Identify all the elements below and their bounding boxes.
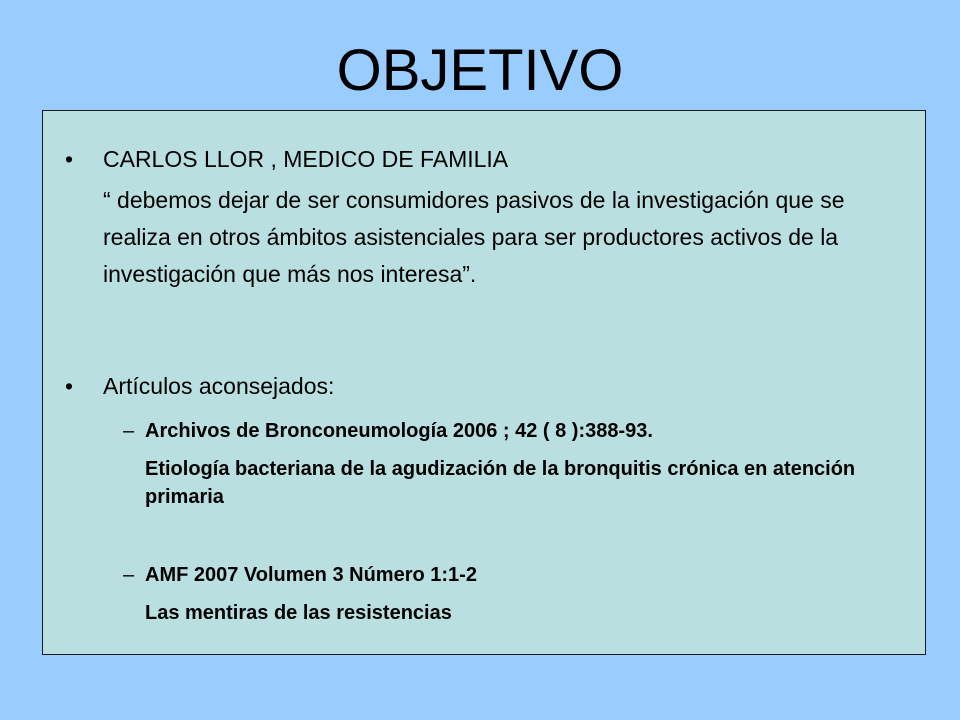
subitem-marker: – [123, 564, 135, 586]
article-title: Etiología bacteriana de la agudización de la bronquitis crónica en atención primaria [145, 458, 856, 508]
bullet-marker: • [65, 373, 74, 399]
article-title: Las mentiras de las resistencias [145, 602, 452, 624]
quote-text: “ debemos dejar de ser consumidores pasivos de la investigación que se realiza en otros ámbitos asistenciales para ser productores activos de la investigación que más nos interesa”. [103, 187, 845, 287]
article-citation: Archivos de Bronconeumología 2006 ; 42 ( 8 ):388-93. [145, 420, 653, 442]
bullet-heading-articles: Artículos aconsejados: [103, 373, 335, 399]
subitem-marker: – [123, 420, 135, 442]
content-box [42, 110, 926, 655]
article-citation: AMF 2007 Volumen 3 Número 1:1-2 [145, 564, 477, 586]
bullet-heading-author: CARLOS LLOR , MEDICO DE FAMILIA [103, 146, 509, 172]
slide-title: OBJETIVO [336, 38, 624, 103]
bullet-marker: • [65, 146, 74, 172]
